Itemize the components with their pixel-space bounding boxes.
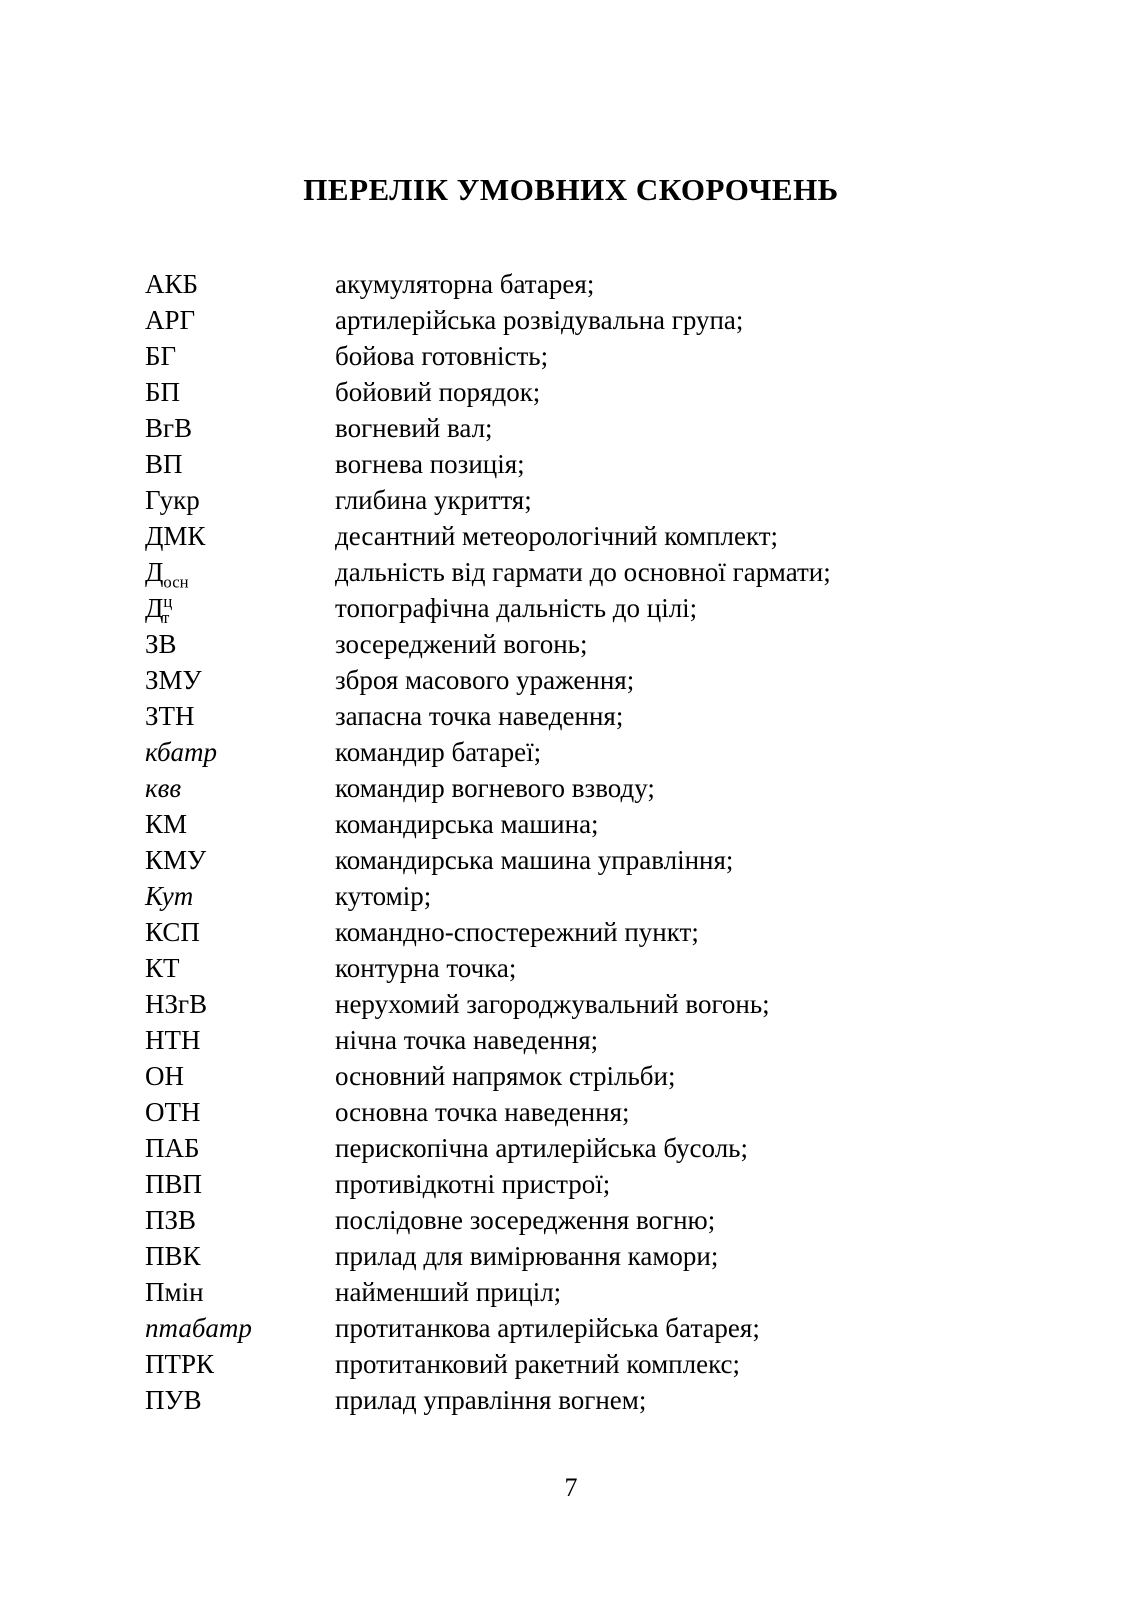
abbreviation-row — [145, 374, 1062, 410]
abbreviation-definition: вогневий вал; — [335, 413, 493, 443]
abbreviation-definition: командир батареї; — [335, 737, 542, 767]
abbreviation-row — [145, 914, 1062, 950]
abbreviation-definition: запасна точка наведення; — [335, 701, 624, 731]
abbreviation-definition: командирська машина; — [335, 809, 599, 839]
abbreviation-definition: прилад управління вогнем; — [335, 1385, 647, 1415]
abbreviation-row — [145, 734, 1062, 770]
abbreviation-row — [145, 950, 1062, 986]
abbreviation-definition: найменший приціл; — [335, 1277, 562, 1307]
abbreviation-term — [145, 806, 335, 842]
abbreviation-definition: нерухомий загороджувальний вогонь; — [335, 989, 770, 1019]
abbreviation-definition: контурна точка; — [335, 953, 517, 983]
abbreviation-row — [145, 302, 1062, 338]
abbreviation-term — [145, 1058, 335, 1094]
abbreviation-term-text: Гукр — [145, 485, 200, 515]
abbreviation-definition: акумуляторна батарея; — [335, 269, 595, 299]
abbreviation-term — [145, 1274, 335, 1310]
abbreviation-definition: вогнева позиція; — [335, 449, 525, 479]
abbreviation-term-text: ПТРК — [145, 1349, 215, 1379]
abbreviation-term — [145, 554, 335, 590]
abbreviation-definition: послідовне зосередження вогню; — [335, 1205, 716, 1235]
page-number: 7 — [564, 1473, 578, 1502]
abbreviation-term — [145, 950, 335, 986]
abbreviation-definition: бойовий порядок; — [335, 377, 541, 407]
abbreviation-term — [145, 662, 335, 698]
abbreviation-term-substack: т — [162, 608, 170, 628]
abbreviation-term-text: птабатр — [145, 1313, 252, 1343]
abbreviation-term-text: ВгВ — [145, 413, 193, 443]
abbreviation-term — [145, 1022, 335, 1058]
abbreviation-definition: командир вогневого взводу; — [335, 773, 655, 803]
abbreviation-definition: протитанковий ракетний комплекс; — [335, 1349, 741, 1379]
abbreviation-term — [145, 986, 335, 1022]
abbreviation-term-text: квв — [145, 773, 182, 803]
abbreviation-row — [145, 1094, 1062, 1130]
abbreviation-term — [145, 410, 335, 446]
abbreviation-definition: командно-спостережний пункт; — [335, 917, 699, 947]
abbreviation-row — [145, 662, 1062, 698]
abbreviation-row — [145, 482, 1062, 518]
abbreviation-term-text: ПВК — [145, 1241, 201, 1271]
abbreviation-term — [145, 842, 335, 878]
abbreviation-row — [145, 770, 1062, 806]
abbreviation-row — [145, 806, 1062, 842]
abbreviation-row — [145, 1310, 1062, 1346]
abbreviation-term-text: ПУВ — [145, 1385, 202, 1415]
abbreviation-definition: основна точка наведення; — [335, 1097, 630, 1127]
abbreviation-row — [145, 1130, 1062, 1166]
abbreviation-term-text: БП — [145, 377, 181, 407]
abbreviation-row — [145, 698, 1062, 734]
abbreviation-term-text: ОТН — [145, 1097, 201, 1127]
abbreviation-term-text: ВП — [145, 449, 183, 479]
abbreviation-row — [145, 1274, 1062, 1310]
abbreviation-term — [145, 518, 335, 554]
abbreviation-row — [145, 626, 1062, 662]
abbreviation-definition: артилерійська розвідувальна група; — [335, 305, 744, 335]
abbreviation-definition: протитанкова артилерійська батарея; — [335, 1313, 760, 1343]
abbreviation-term-sup: ц — [163, 592, 173, 611]
abbreviation-row — [145, 518, 1062, 554]
abbreviation-term-text: КТ — [145, 953, 180, 983]
abbreviation-term — [145, 1166, 335, 1202]
abbreviation-term-text: Кут — [145, 881, 194, 911]
abbreviation-term-text: КСП — [145, 917, 200, 947]
abbreviation-row — [145, 1022, 1062, 1058]
abbreviation-term — [145, 1238, 335, 1274]
abbreviation-row — [145, 410, 1062, 446]
abbreviation-definition: командирська машина управління; — [335, 845, 734, 875]
abbreviation-row — [145, 1202, 1062, 1238]
abbreviation-term — [145, 770, 335, 806]
abbreviation-term — [145, 590, 335, 626]
abbreviation-term-text: КМУ — [145, 845, 207, 875]
abbreviation-term — [145, 482, 335, 518]
abbreviation-row — [145, 446, 1062, 482]
abbreviation-row — [145, 1346, 1062, 1382]
abbreviation-term-text: ЗВ — [145, 629, 177, 659]
abbreviation-row — [145, 338, 1062, 374]
abbreviation-row — [145, 590, 1062, 626]
abbreviation-term-text: ПАБ — [145, 1133, 200, 1163]
abbreviation-row — [145, 266, 1062, 302]
page-title: ПЕРЕЛІК УМОВНИХ СКОРОЧЕНЬ — [303, 172, 839, 207]
abbreviation-term-text: Пмін — [145, 1277, 204, 1307]
abbreviation-definition: топографічна дальність до цілі; — [335, 593, 698, 623]
abbreviation-term — [145, 914, 335, 950]
abbreviation-term — [145, 1094, 335, 1130]
abbreviation-term-text: АКБ — [145, 269, 199, 299]
abbreviation-term-text: АРГ — [145, 305, 196, 335]
abbreviation-term-text: ОН — [145, 1061, 184, 1091]
abbreviation-definition: перископічна артилерійська бусоль; — [335, 1133, 748, 1163]
abbreviation-term-text: Д — [145, 557, 164, 587]
abbreviation-term — [145, 1202, 335, 1238]
abbreviation-definition: зосереджений вогонь; — [335, 629, 588, 659]
abbreviation-row — [145, 842, 1062, 878]
abbreviation-definition: глибина укриття; — [335, 485, 532, 515]
abbreviation-term-text: ПЗВ — [145, 1205, 197, 1235]
abbreviation-row — [145, 1382, 1062, 1418]
abbreviation-definition: бойова готовність; — [335, 341, 549, 371]
abbreviation-row — [145, 986, 1062, 1022]
abbreviation-term — [145, 1346, 335, 1382]
abbreviation-term-text: ПВП — [145, 1169, 203, 1199]
abbreviation-definition: основний напрямок стрільби; — [335, 1061, 676, 1091]
abbreviation-definition: нічна точка наведення; — [335, 1025, 599, 1055]
abbreviation-term — [145, 446, 335, 482]
abbreviation-definition: дальність від гармати до основної гармати; — [335, 557, 831, 587]
abbreviation-list — [145, 266, 1062, 1418]
abbreviation-term-text: БГ — [145, 341, 177, 371]
abbreviation-row — [145, 1058, 1062, 1094]
abbreviation-term-text: КМ — [145, 809, 188, 839]
abbreviation-definition: прилад для вимірювання камори; — [335, 1241, 719, 1271]
abbreviation-term — [145, 374, 335, 410]
abbreviation-definition: зброя масового ураження; — [335, 665, 635, 695]
abbreviation-row — [145, 878, 1062, 914]
abbreviation-row — [145, 1166, 1062, 1202]
abbreviation-row — [145, 554, 1062, 590]
abbreviation-term-sub: осн — [163, 572, 189, 592]
abbreviation-term — [145, 626, 335, 662]
abbreviation-definition: кутомір; — [335, 881, 432, 911]
abbreviation-definition: противідкотні пристрої; — [335, 1169, 611, 1199]
abbreviation-term-text: НТН — [145, 1025, 201, 1055]
abbreviation-definition: десантний метеорологічний комплект; — [335, 521, 779, 551]
abbreviation-term — [145, 338, 335, 374]
abbreviation-term-text: Д — [145, 593, 164, 623]
abbreviation-term — [145, 1130, 335, 1166]
abbreviation-term-text: НЗгВ — [145, 989, 208, 1019]
abbreviation-term — [145, 878, 335, 914]
abbreviation-term — [145, 302, 335, 338]
abbreviation-term — [145, 1310, 335, 1346]
abbreviation-term — [145, 734, 335, 770]
abbreviation-term — [145, 1382, 335, 1418]
abbreviation-term — [145, 266, 335, 302]
abbreviation-term-text: ДМК — [145, 521, 206, 551]
abbreviation-term-text: кбатр — [145, 737, 218, 767]
abbreviation-term — [145, 698, 335, 734]
abbreviation-term-text: ЗТН — [145, 701, 195, 731]
abbreviation-row — [145, 1238, 1062, 1274]
abbreviation-term-text: ЗМУ — [145, 665, 202, 695]
